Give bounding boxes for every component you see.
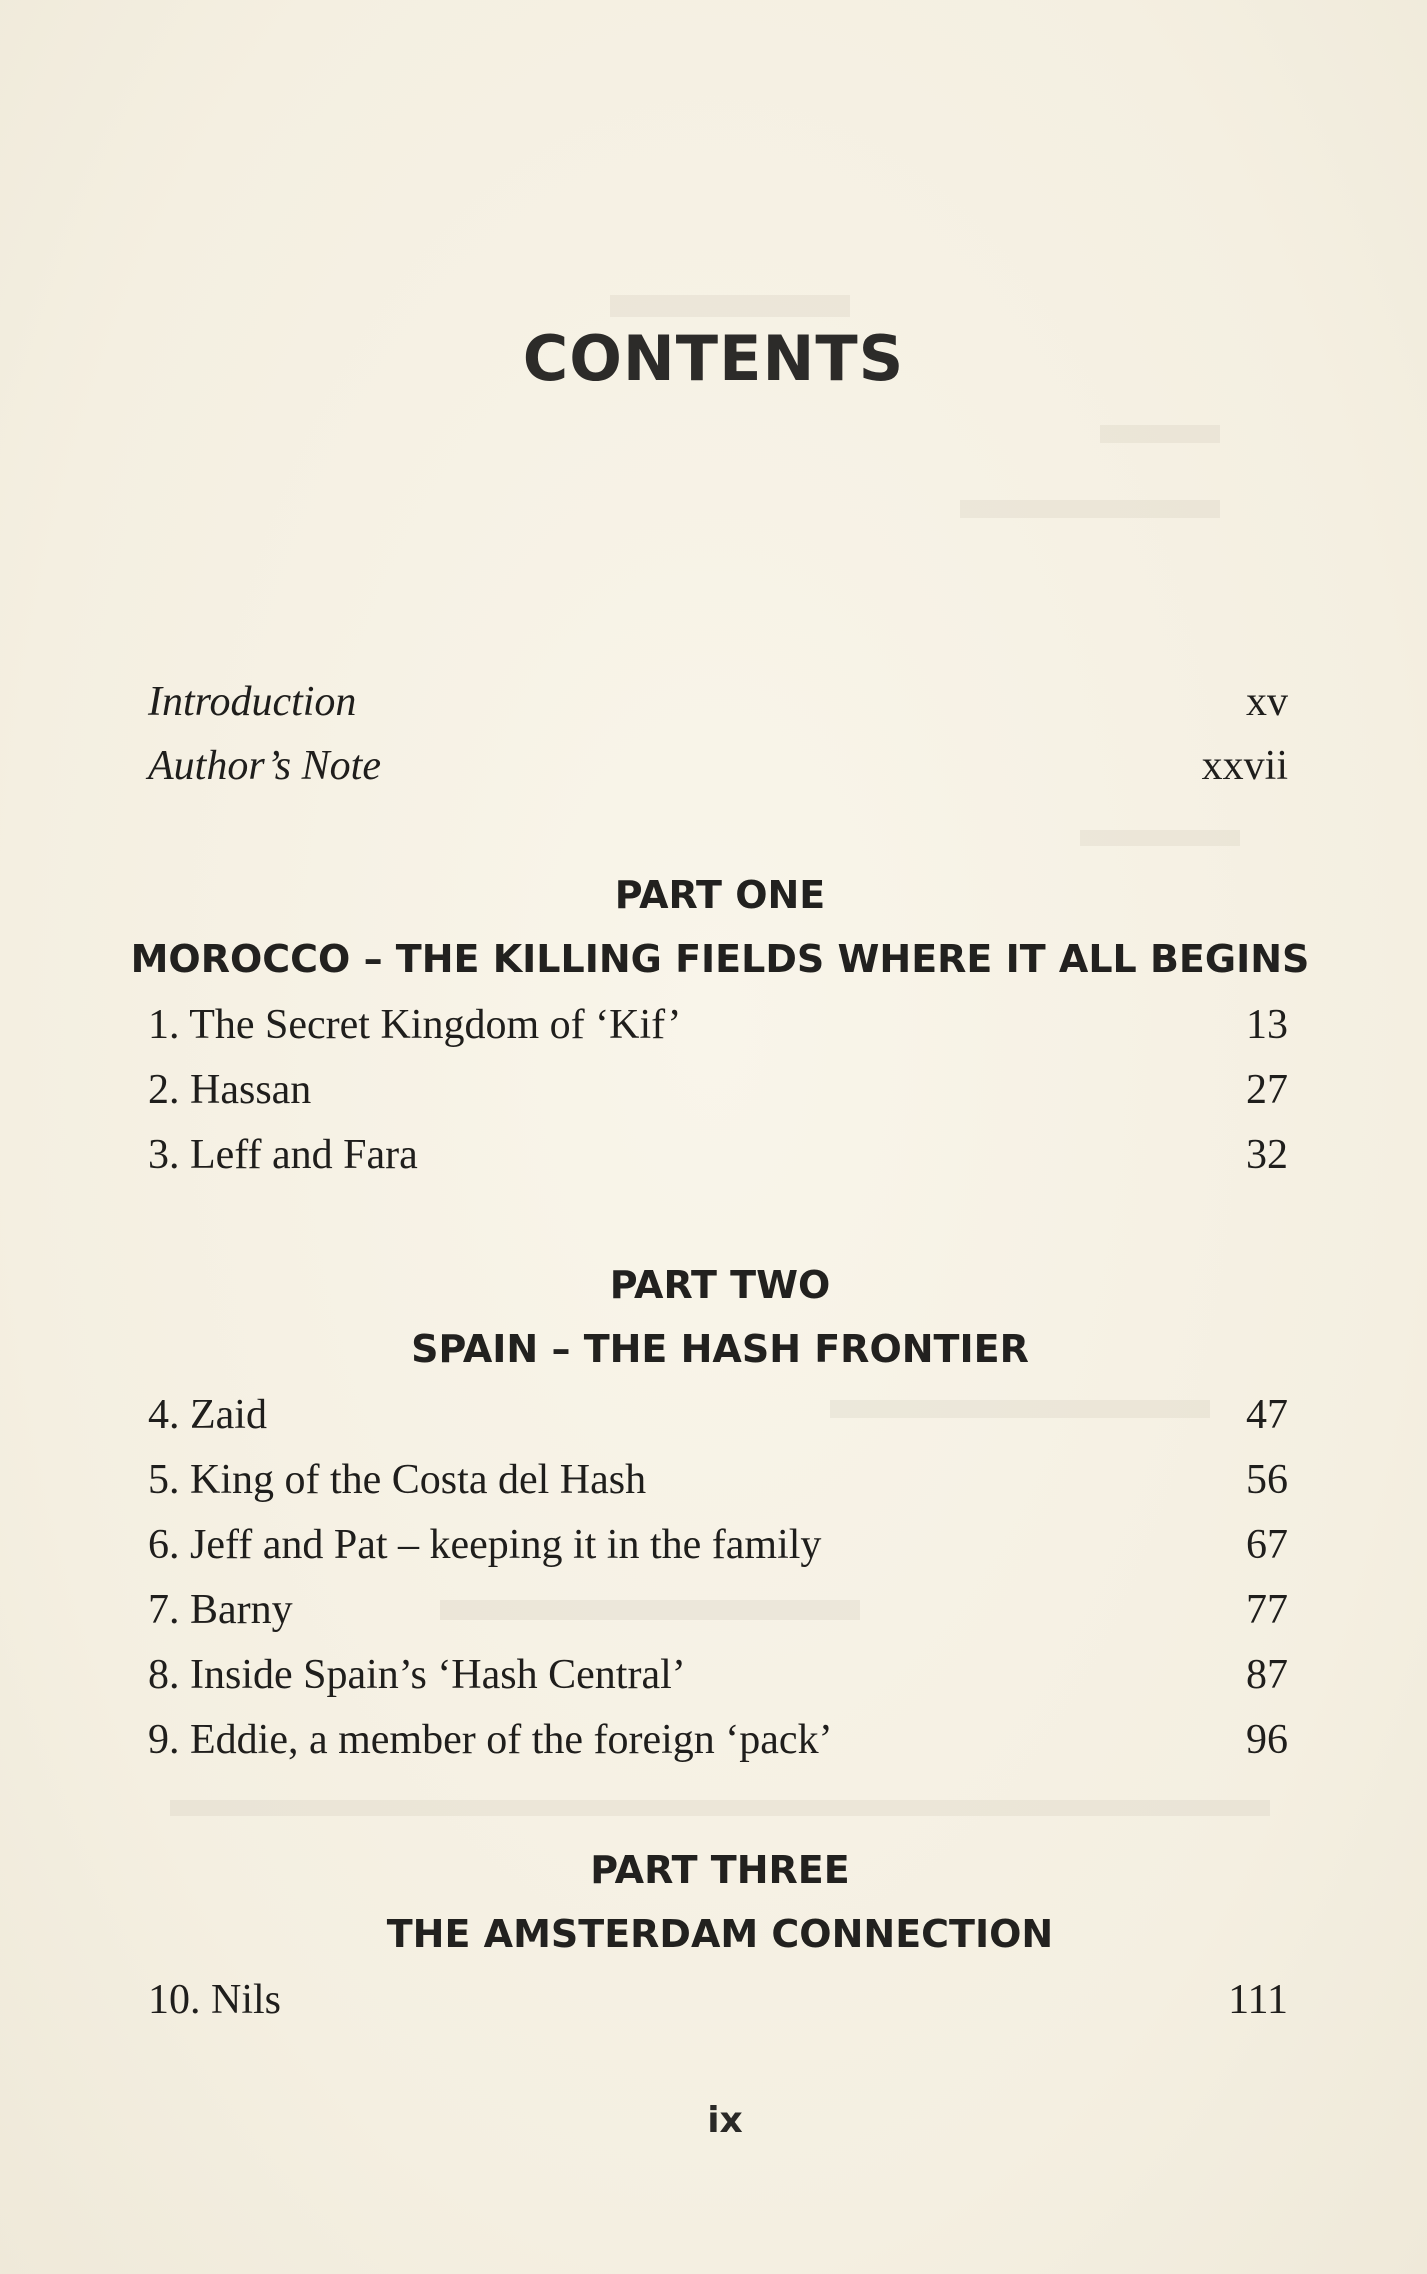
part-title: SPAIN – THE HASH FRONTIER [411, 1327, 1029, 1371]
toc-entry-page: 27 [1246, 1067, 1288, 1113]
toc-entry-label: 10. Nils [148, 1977, 282, 2023]
part-label: PART ONE [614, 873, 826, 917]
toc-entry-page: 32 [1246, 1132, 1288, 1178]
toc-entry-page: 47 [1246, 1392, 1288, 1438]
part-title: THE AMSTERDAM CONNECTION [386, 1912, 1054, 1956]
show-through-mark [960, 500, 1220, 518]
toc-entry-label: 1. The Secret Kingdom of ‘Kif’ [148, 1002, 682, 1048]
toc-entry-introduction [148, 670, 1288, 734]
toc-entry-label: 6. Jeff and Pat – keeping it in the family [148, 1522, 822, 1568]
toc-entry-label: 9. Eddie, a member of the foreign ‘pack’ [148, 1717, 833, 1763]
page-title: CONTENTS [522, 322, 905, 395]
toc-entry-chapter [148, 1643, 1288, 1707]
toc-entry-page: 56 [1246, 1457, 1288, 1503]
toc-entry-page: 13 [1246, 1002, 1288, 1048]
toc-entry-label: 3. Leff and Fara [148, 1132, 418, 1178]
toc-entry-chapter [148, 1058, 1288, 1122]
show-through-mark [1100, 425, 1220, 443]
toc-entry-label: 2. Hassan [148, 1067, 312, 1113]
toc-entry-chapter [148, 1383, 1288, 1447]
toc-entry-authors-note [148, 734, 1288, 798]
toc-entry-label: 4. Zaid [148, 1392, 267, 1438]
toc-entry-page: 87 [1246, 1652, 1288, 1698]
part-label: PART THREE [590, 1848, 850, 1892]
toc-entry-label: Author’s Note [148, 743, 381, 789]
toc-entry-page: 67 [1246, 1522, 1288, 1568]
toc-entry-chapter [148, 1708, 1288, 1772]
show-through-mark [1080, 830, 1240, 846]
toc-entry-chapter [148, 993, 1288, 1057]
toc-entry-label: 7. Barny [148, 1587, 293, 1633]
page-number: ix [707, 2100, 743, 2141]
toc-entry-page: 111 [1228, 1977, 1288, 2023]
show-through-mark [170, 1800, 1270, 1816]
toc-entry-label: Introduction [148, 679, 357, 725]
part-title: MOROCCO – THE KILLING FIELDS WHERE IT ALL BEGINS [130, 937, 1310, 981]
toc-entry-chapter [148, 1448, 1288, 1512]
toc-entry-chapter [148, 1968, 1288, 2032]
part-label: PART TWO [609, 1263, 831, 1307]
toc-entry-chapter [148, 1578, 1288, 1642]
toc-entry-chapter [148, 1123, 1288, 1187]
show-through-mark [610, 295, 850, 317]
toc-entry-page: xxvii [1201, 743, 1288, 789]
toc-entry-label: 5. King of the Costa del Hash [148, 1457, 647, 1503]
toc-entry-page: xv [1246, 679, 1288, 725]
toc-entry-page: 77 [1246, 1587, 1288, 1633]
toc-entry-label: 8. Inside Spain’s ‘Hash Central’ [148, 1652, 686, 1698]
toc-entry-page: 96 [1246, 1717, 1288, 1763]
toc-entry-chapter [148, 1513, 1288, 1577]
